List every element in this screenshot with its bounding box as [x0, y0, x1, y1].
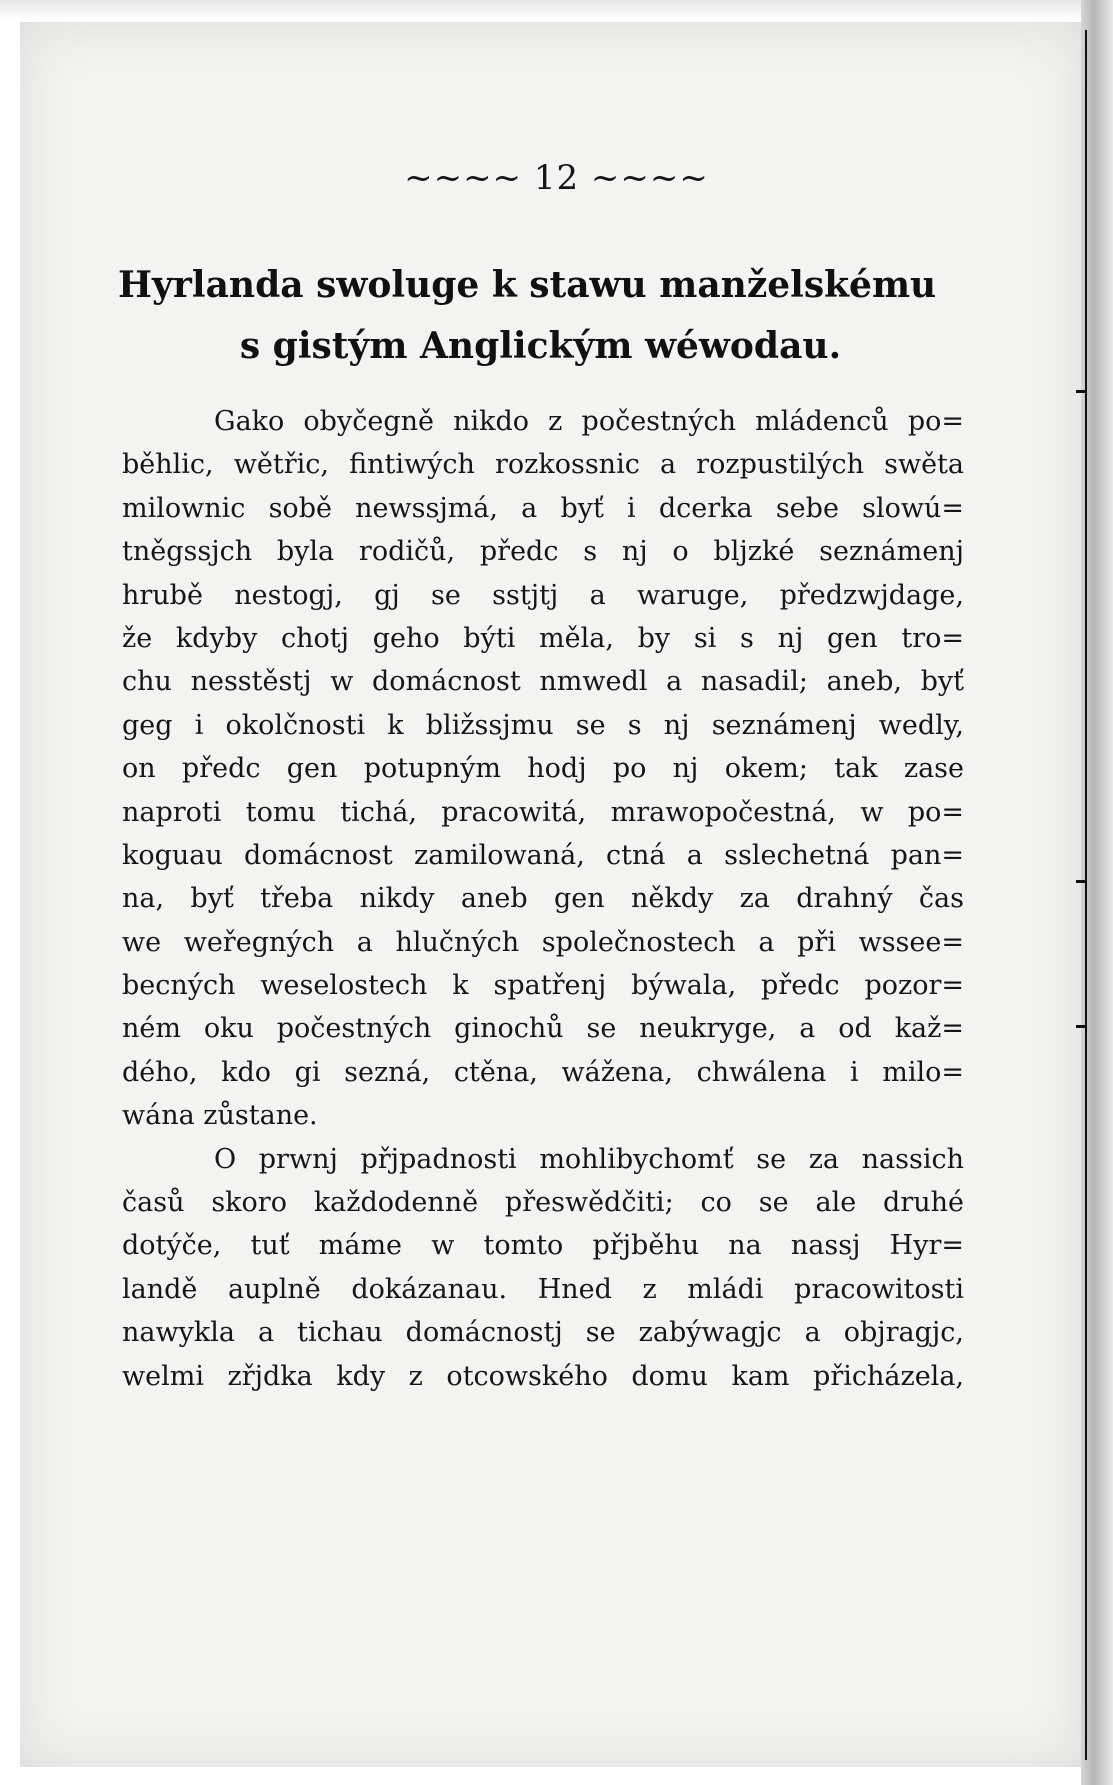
text-line: dého, kdo gi sezná, ctěna, wážena, chwálena i milo=	[122, 1056, 964, 1088]
binding-edge-mark	[1076, 1025, 1086, 1028]
text-line: wána zůstane.	[122, 1100, 318, 1132]
text-line: geg i okolčnosti k bližssjmu se s nj seznámenj wedly,	[122, 709, 964, 741]
chapter-title-line: Hyrlanda swoluge k stawu manželskému	[118, 264, 937, 306]
scan-top-edge	[0, 0, 1113, 20]
text-line: ném oku počestných ginochů se neukryge, a od kaž=	[122, 1013, 964, 1045]
text-line: tněgssjch byla rodičů, předc s nj o bljzké seznámenj	[122, 536, 964, 568]
text-line: naproti tomu tichá, pracowitá, mrawopočestná, w po=	[122, 796, 964, 828]
text-line: landě auplně dokázanau. Hned z mládi pracowitosti	[122, 1273, 964, 1305]
text-line: běhlic, wětřic, fintiwých rozkossnic a rozpustilých swěta	[122, 449, 964, 481]
page-number: ~~~~ 12 ~~~~	[404, 158, 709, 198]
text-line: že kdyby chotj geho býti měla, by si s nj gen tro=	[122, 622, 964, 654]
text-line: nawykla a tichau domácnostj se zabýwagjc a objragjc,	[122, 1317, 964, 1349]
text-line: on předc gen potupným hodj po nj okem; tak zase	[122, 753, 964, 785]
text-line: becných weselostech k spatřenj býwala, předc pozor=	[122, 970, 964, 1002]
text-line: we weřegných a hlučných společnostech a při wssee=	[122, 926, 964, 958]
body-text	[122, 400, 964, 1398]
text-line: welmi zřjdka kdy z otcowského domu kam přicházela,	[122, 1360, 964, 1392]
text-line: dotýče, tuť máme w tomto přjběhu na nassj Hyr=	[122, 1230, 964, 1262]
chapter-title	[118, 255, 963, 377]
text-line: na, byť třeba nikdy aneb gen někdy za drahný čas	[122, 883, 964, 915]
binding-edge-mark	[1076, 880, 1086, 883]
binding-edge-mark	[1076, 390, 1086, 393]
text-line: O prwnj přjpadnosti mohlibychomť se za nassich	[214, 1143, 964, 1175]
chapter-title-line: s gistým Anglickým wéwodau.	[239, 325, 842, 367]
text-line: koguau domácnost zamilowaná, ctná a sslechetná pan=	[122, 839, 964, 871]
text-line: Gako obyčegně nikdo z počestných mládenců po=	[214, 406, 964, 437]
text-line: chu nesstěstj w domácnost nmwedl a nasadil; aneb, byť	[122, 666, 964, 698]
text-line: hrubě nestogj, gj se sstjtj a waruge, předzwjdage,	[122, 579, 964, 611]
text-line: milownic sobě newssjmá, a byť i dcerka sebe slowú=	[122, 492, 964, 524]
binding-edge-line	[1085, 30, 1087, 1760]
text-line: časů skoro každodenně přeswědčiti; co se ale druhé	[122, 1187, 964, 1219]
